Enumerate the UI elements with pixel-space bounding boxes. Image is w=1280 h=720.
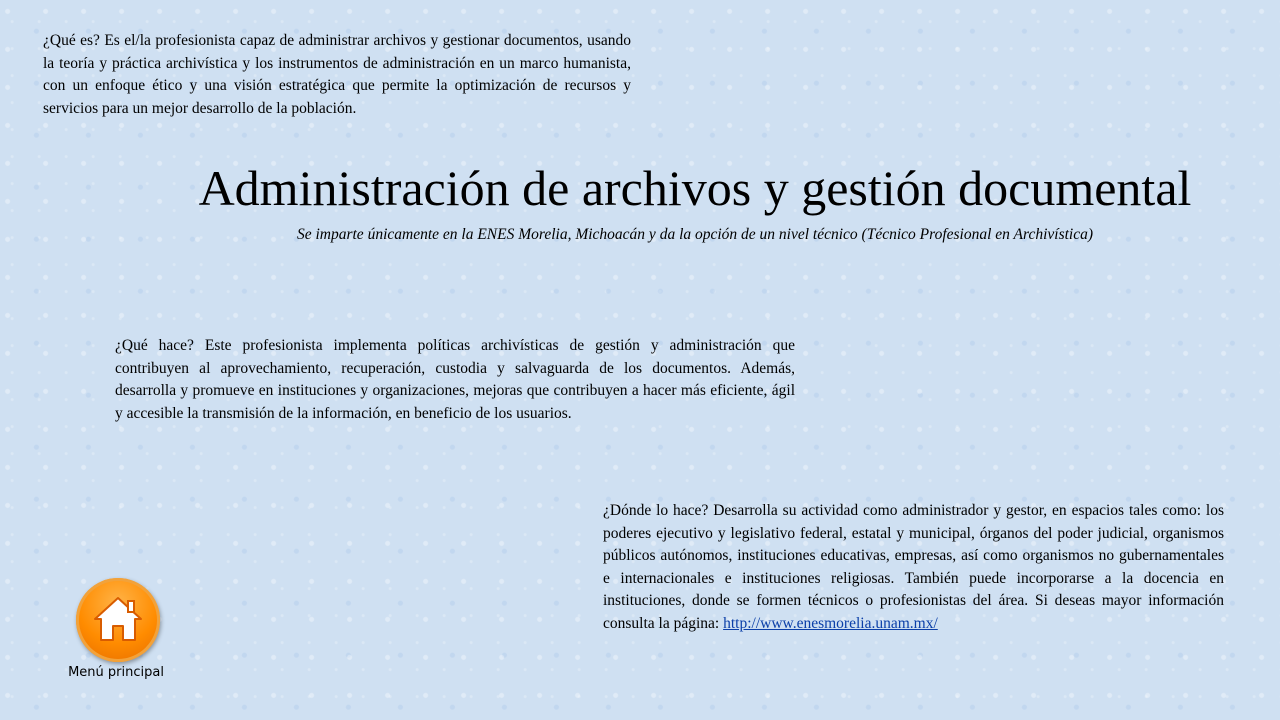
donde-paragraph (603, 500, 1224, 635)
enes-morelia-link[interactable]: http://www.enesmorelia.unam.mx/ (723, 614, 938, 632)
que-es-paragraph: ¿Qué es? Es el/la profesionista capaz de administrar archivos y gestionar documentos, usando la teoría y práctica archivística y los instrumentos de administración en un marco humanista, con un enfoque ético y una visión estratégica que permite la optimización de recursos y servicios para un mejor desarrollo de la población. (43, 32, 631, 117)
donde-text: ¿Dónde lo hace? Desarrolla su actividad como administrador y gestor, en espacios tales como: los poderes ejecutivo y legislativo federal, estatal y municipal, órganos del poder judicial, organismos públicos autónomos, instituciones educativas, empresas, así como organismos no gubernamentales e internacionales e instituciones religiosas. También puede incorporarse a la docencia en instituciones, donde se formen técnicos o profesionistas del área. Si deseas mayor información consulta la página: (603, 502, 1224, 632)
home-icon (91, 592, 145, 646)
page-subtitle: Se imparte únicamente en la ENES Morelia, Michoacán y da la opción de un nivel técnico (Técnico Profesional en Archivística) (296, 226, 1094, 243)
home-label[interactable]: Menú principal (68, 665, 164, 680)
page-title: Administración de archivos y gestión documental (198, 160, 1192, 216)
home-button[interactable] (76, 578, 160, 662)
que-hace-paragraph: ¿Qué hace? Este profesionista implementa políticas archivísticas de gestión y administración que contribuyen al aprovechamiento, recuperación, custodia y salvaguarda de los documentos. Además, desarrolla y promueve en instituciones y organizaciones, mejoras que contribuyen a hacer más eficiente, ágil y accesible la transmisión de la información, en beneficio de los usuarios. (115, 337, 795, 422)
